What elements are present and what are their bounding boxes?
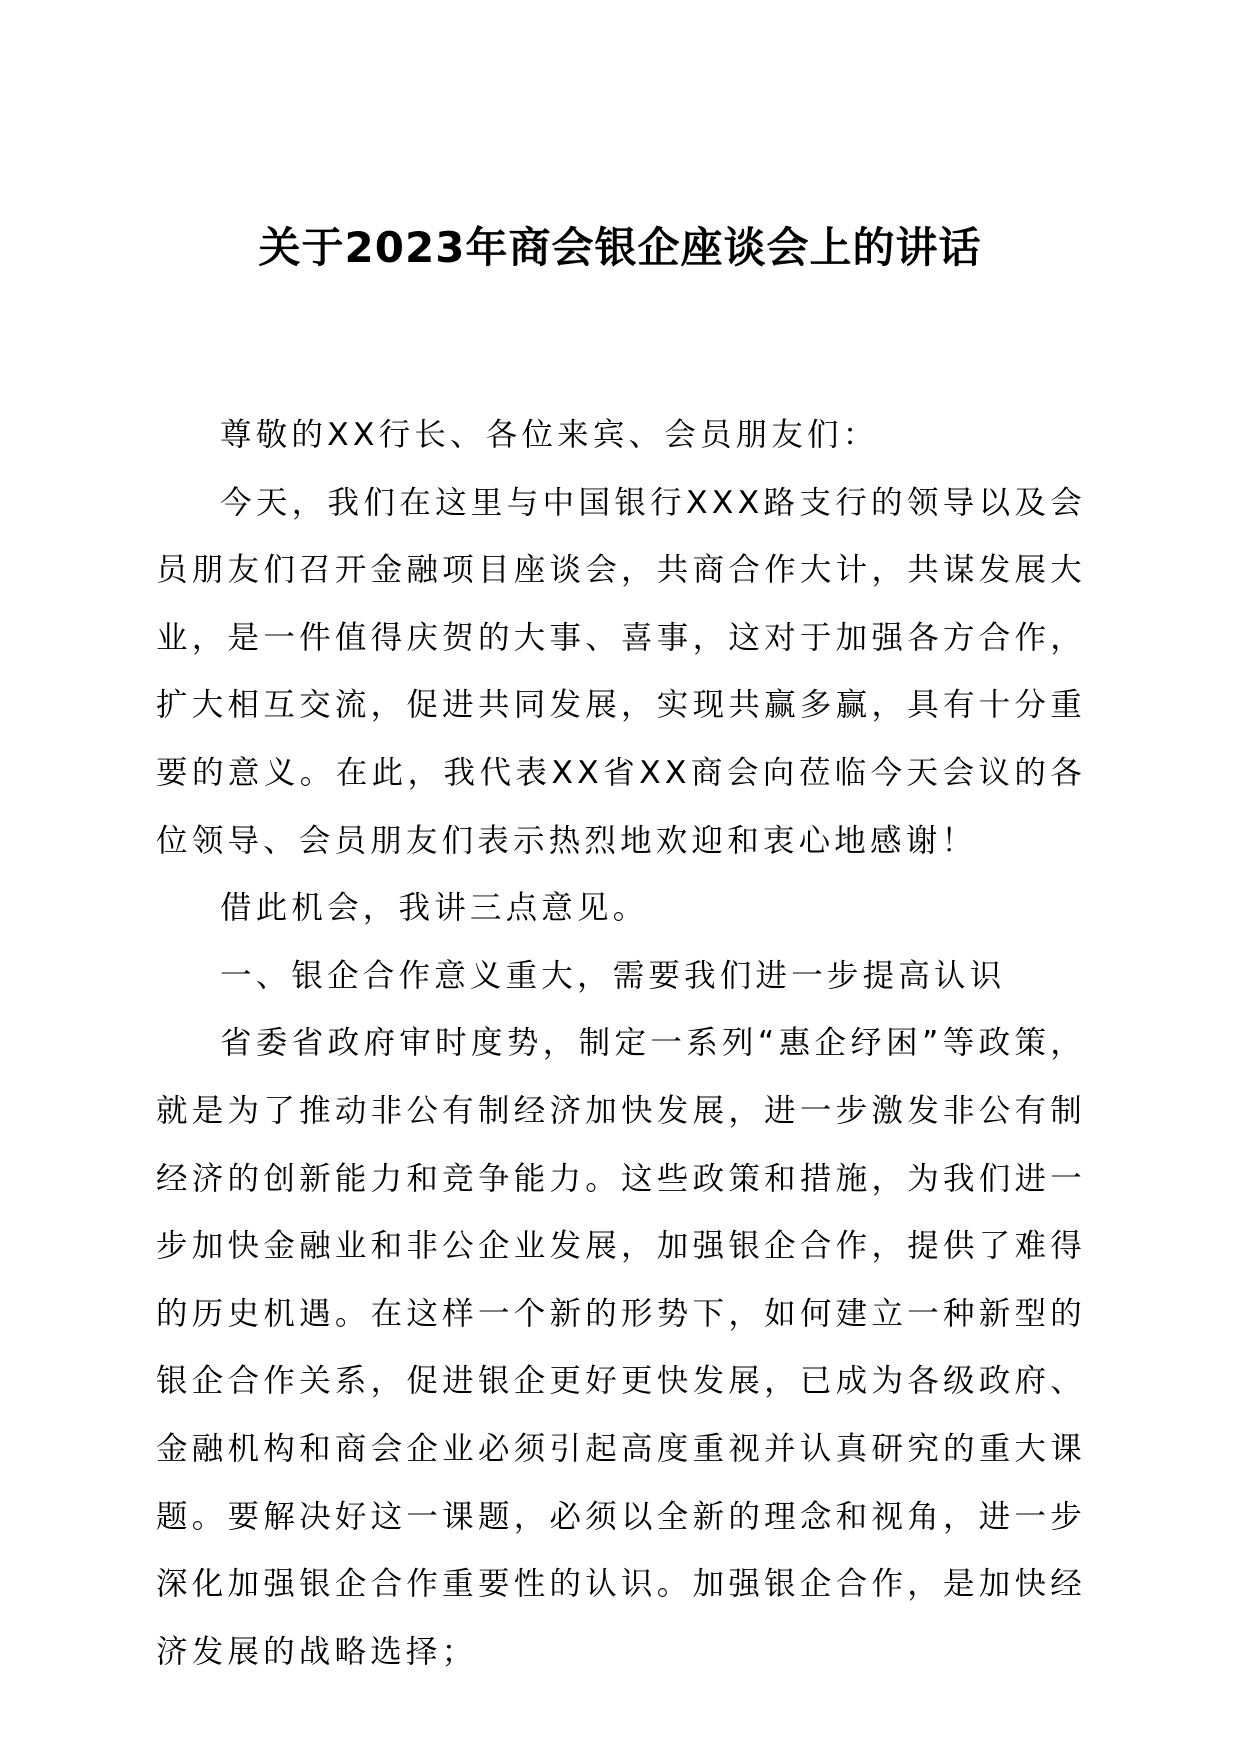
welcome-paragraph: 今天，我们在这里与中国银行XXX路支行的领导以及会员朋友们召开金融项目座谈会，共商合作大计，共谋发展大业，是一件值得庆贺的大事、喜事，这对于加强各方合作，扩大相互交流，促进共同发展，实现共赢多赢，具有十分重要的意义。在此，我代表XX省XX商会向莅临今天会议的各位领导、会员朋友们表示热烈地欢迎和衷心地感谢！ [156, 484, 1086, 859]
document-title: 关于2023年商会银企座谈会上的讲话 [258, 223, 982, 272]
intro-paragraph: 借此机会，我讲三点意见。 [220, 890, 649, 927]
salutation-paragraph: 尊敬的XX行长、各位来宾、会员朋友们： [220, 417, 879, 453]
section-heading-1: 一、银企合作意义重大，需要我们进一步提高认识 [220, 957, 1006, 994]
document-body [156, 402, 1086, 1686]
section-1-paragraph: 省委省政府审时度势，制定一系列“惠企纾困”等政策，就是为了推动非公有制经济加快发展，进一步激发非公有制经济的创新能力和竞争能力。这些政策和措施，为我们进一步加快金融业和非公企业发展，加强银企合作，提供了难得的历史机遇。在这样一个新的形势下，如何建立一种新型的银企合作关系，促进银企更好更快发展，已成为各级政府、金融机构和商会企业必须引起高度重视并认真研究的重大课题。要解决好这一课题，必须以全新的理念和视角，进一步深化加强银企合作重要性的认识。加强银企合作，是加快经济发展的战略选择； [156, 1025, 1086, 1670]
